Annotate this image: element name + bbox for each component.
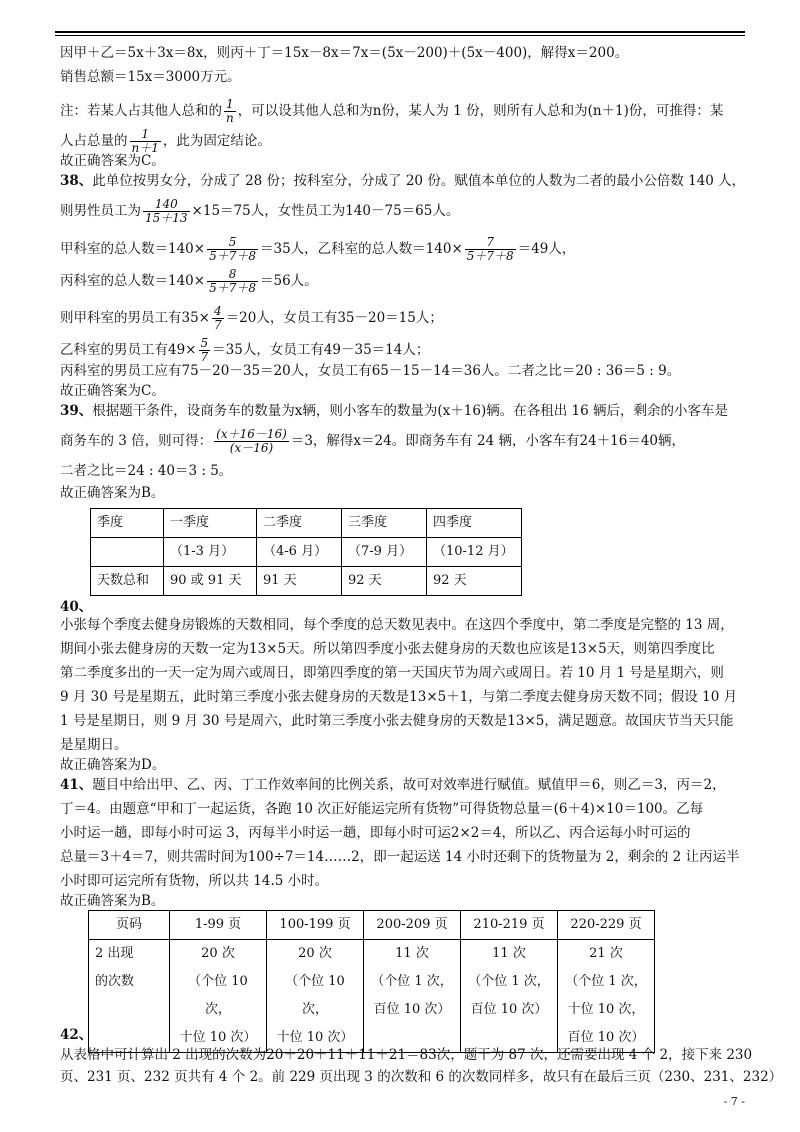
table-cell: 90 或 91 天 bbox=[164, 567, 257, 596]
question-number: 39、 bbox=[60, 403, 93, 419]
fraction: $\frac{7}{5+7+8}$ bbox=[466, 235, 514, 263]
text-line: 总量＝3＋4＝7，则共需时间为100÷7＝14……2，即一起运送 14 小时还剩下的货物量为 2，剩余的 2 让丙运半 bbox=[60, 849, 740, 865]
text-line: 是星期日。 bbox=[60, 737, 128, 753]
text-line: 期间小张去健身房的天数一定为13×5天。所以第四季度小张去健身房的天数也应该是13×5天，则第四季度比 bbox=[60, 641, 715, 657]
text-line: 注：若某人占其他人总和的 $\frac{1}{n}$ ，可以设其他人总和为n份，某人为 1 份，则所有人总和为(n＋1)份，可推得：某 bbox=[60, 97, 724, 125]
text-line: 乙科室的男员工有49× $\frac{5}{7}$ ＝35人，女员工有49－35＝14人； bbox=[60, 336, 430, 364]
text-line: 则甲科室的男员工有35× $\frac{4}{7}$ ＝20人，女员工有35－20＝15人； bbox=[60, 304, 443, 332]
table-cell: 220-229 页 bbox=[558, 911, 655, 940]
fraction: $\frac{140}{15+13}$ bbox=[145, 197, 188, 225]
table-cell: 91 天 bbox=[257, 567, 342, 596]
table-cell: 三季度 bbox=[342, 509, 427, 538]
text-line: 38、此单位按男女分，分成了 28 份；按科室分，分成了 20 份。赋值本单位的人数为二者的最小公倍数 140 人， bbox=[60, 173, 746, 189]
text-line: 丙科室的男员工应有75－20－35＝20人，女员工有65－15－14＝36人。二者之比＝20 : 36＝5 : 9。 bbox=[60, 363, 681, 379]
text-line: 小时运一趟，即每小时可运 3，丙每半小时运一趟，即每小时可运2×2＝4，所以乙、丙合运每小时可运的 bbox=[60, 825, 691, 841]
table-cell: 200-209 页 bbox=[364, 911, 461, 940]
table-cell: （4-6 月） bbox=[257, 538, 342, 567]
answer-line: 故正确答案为D。 bbox=[60, 757, 166, 773]
question-number: 38、 bbox=[60, 173, 93, 189]
table-cell: 天数总和 bbox=[91, 567, 164, 596]
table-cell: （1-3 月） bbox=[164, 538, 257, 567]
answer-line: 故正确答案为B。 bbox=[60, 485, 165, 501]
question-number: 41、 bbox=[60, 777, 93, 793]
fraction: $\frac{8}{5+7+8}$ bbox=[209, 267, 256, 295]
table-cell: 2 出现 的次数 bbox=[89, 940, 170, 1053]
fraction: $\frac{4}{7}$ bbox=[214, 304, 222, 332]
text-line: 则男性员工为 $\frac{140}{15+13}$ ×15＝75人，女性员工为140－75＝65人。 bbox=[60, 197, 460, 225]
text-line: 商务车的 3 倍，则可得： $\frac{(x+16-16)}{(x-16)}$ ＝3，解得x＝24。即商务车有 24 辆，小客车有24＋16＝40辆， bbox=[60, 427, 686, 455]
page-number: - 7 - bbox=[723, 1095, 745, 1108]
table-cell: 页码 bbox=[89, 911, 170, 940]
answer-line: 故正确答案为C。 bbox=[60, 383, 165, 399]
table-cell bbox=[91, 538, 164, 567]
text-line: 销售总额＝15x＝3000万元。 bbox=[60, 69, 241, 85]
table-cell: 92 天 bbox=[342, 567, 427, 596]
fraction: $\frac{5}{7}$ bbox=[200, 336, 209, 364]
fraction: $\frac{5}{5+7+8}$ bbox=[209, 235, 256, 263]
table-cell: 四季度 bbox=[427, 509, 522, 538]
table-cell: 一季度 bbox=[164, 509, 257, 538]
table-cell: 210-219 页 bbox=[461, 911, 558, 940]
question-number: 40、 bbox=[60, 599, 93, 615]
fraction: $\frac{(x+16-16)}{(x-16)}$ bbox=[216, 427, 287, 455]
question-number: 42、 bbox=[60, 1027, 93, 1043]
text-line: 小张每个季度去健身房锻炼的天数相同，每个季度的总天数见表中。在这四个季度中，第二季度是完整的 13 周， bbox=[60, 617, 734, 633]
table-cell: 20 次 （个位 10 次， 十位 10 次） bbox=[267, 940, 364, 1053]
text-line: 第二季度多出的一天一定为周六或周日，即第四季度的第一天国庆节为周六或周日。若 10 月 1 号是星期六，则 bbox=[60, 665, 724, 681]
table-cell: 11 次 （个位 1 次， 百位 10 次） bbox=[461, 940, 558, 1053]
table-cell: 1-99 页 bbox=[170, 911, 267, 940]
table-cell: 20 次 （个位 10 次， 十位 10 次） bbox=[170, 940, 267, 1053]
text-line: 人占总量的 $\frac{1}{n+1}$ ，此为固定结论。 bbox=[60, 127, 271, 155]
text-line: 丙科室的总人数＝140× $\frac{8}{5+7+8}$ ＝56人。 bbox=[60, 267, 318, 295]
table-cell: 11 次 （个位 1 次， 百位 10 次） bbox=[364, 940, 461, 1053]
table-cell: 21 次 （个位 1 次， 十位 10 次， 百位 10 次） bbox=[558, 940, 655, 1053]
header-rule-thick bbox=[55, 31, 745, 33]
text-line: 因甲＋乙＝5x＋3x＝8x，则丙＋丁＝15x－8x＝7x＝(5x－200)＋(5x－400)，解得x＝200。 bbox=[60, 45, 629, 61]
table-cell: （7-9 月） bbox=[342, 538, 427, 567]
text-line: 从表格中可计算出 2 出现的次数为20＋20＋11＋11＋21＝83次，题干为 87 次，还需要出现 4 个 2，接下来 230 bbox=[60, 1047, 753, 1063]
text-line: 丁＝4。由题意“甲和丁一起运货，各跑 10 次正好能运完所有货物”可得货物总量＝(6＋4)×10＝100。乙每 bbox=[60, 801, 704, 817]
table-cell: 92 天 bbox=[427, 567, 522, 596]
header-rule-thin bbox=[55, 35, 745, 36]
text-line: 39、根据题干条件，设商务车的数量为x辆，则小客车的数量为(x＋16)辆。在各租出 16 辆后，剩余的小客车是 bbox=[60, 403, 728, 419]
text-line: 9 月 30 号是星期五，此时第三季度小张去健身房的天数是13×5＋1，与第二季度去健身房天数不同；假设 10 月 bbox=[60, 689, 738, 705]
table-cell: 二季度 bbox=[257, 509, 342, 538]
text-line: 1 号是星期日，则 9 月 30 号是周六，此时第三季度小张去健身房的天数是13×5，满足题意。故国庆节当天只能 bbox=[60, 713, 734, 729]
text-line: 甲科室的总人数＝140× $\frac{5}{5+7+8}$ ＝35人，乙科室的总人数＝140× $\frac{7}{5+7+8}$ ＝49人， bbox=[60, 235, 576, 263]
text-line: 二者之比＝24 : 40＝3 : 5。 bbox=[60, 463, 233, 479]
quarter-days-table bbox=[90, 508, 522, 596]
fraction: $\frac{1}{n}$ bbox=[226, 97, 234, 125]
fraction: $\frac{1}{n+1}$ bbox=[131, 127, 159, 155]
table-cell: 100-199 页 bbox=[267, 911, 364, 940]
text-line: 页、231 页、232 页共有 4 个 2。前 229 页出现 3 的次数和 6 的次数同样多，故只有在最后三页（230、231、232） bbox=[60, 1069, 783, 1085]
answer-line: 故正确答案为B。 bbox=[60, 893, 165, 909]
table-cell: （10-12 月） bbox=[427, 538, 522, 567]
table-cell: 季度 bbox=[91, 509, 164, 538]
text-line: 小时即可运完所有货物，所以共 14.5 小时。 bbox=[60, 873, 329, 889]
text-line: 41、题目中给出甲、乙、丙、丁工作效率间的比例关系，故可对效率进行赋值。赋值甲＝6，则乙＝3，丙＝2， bbox=[60, 777, 726, 793]
answer-line: 故正确答案为C。 bbox=[60, 153, 165, 169]
